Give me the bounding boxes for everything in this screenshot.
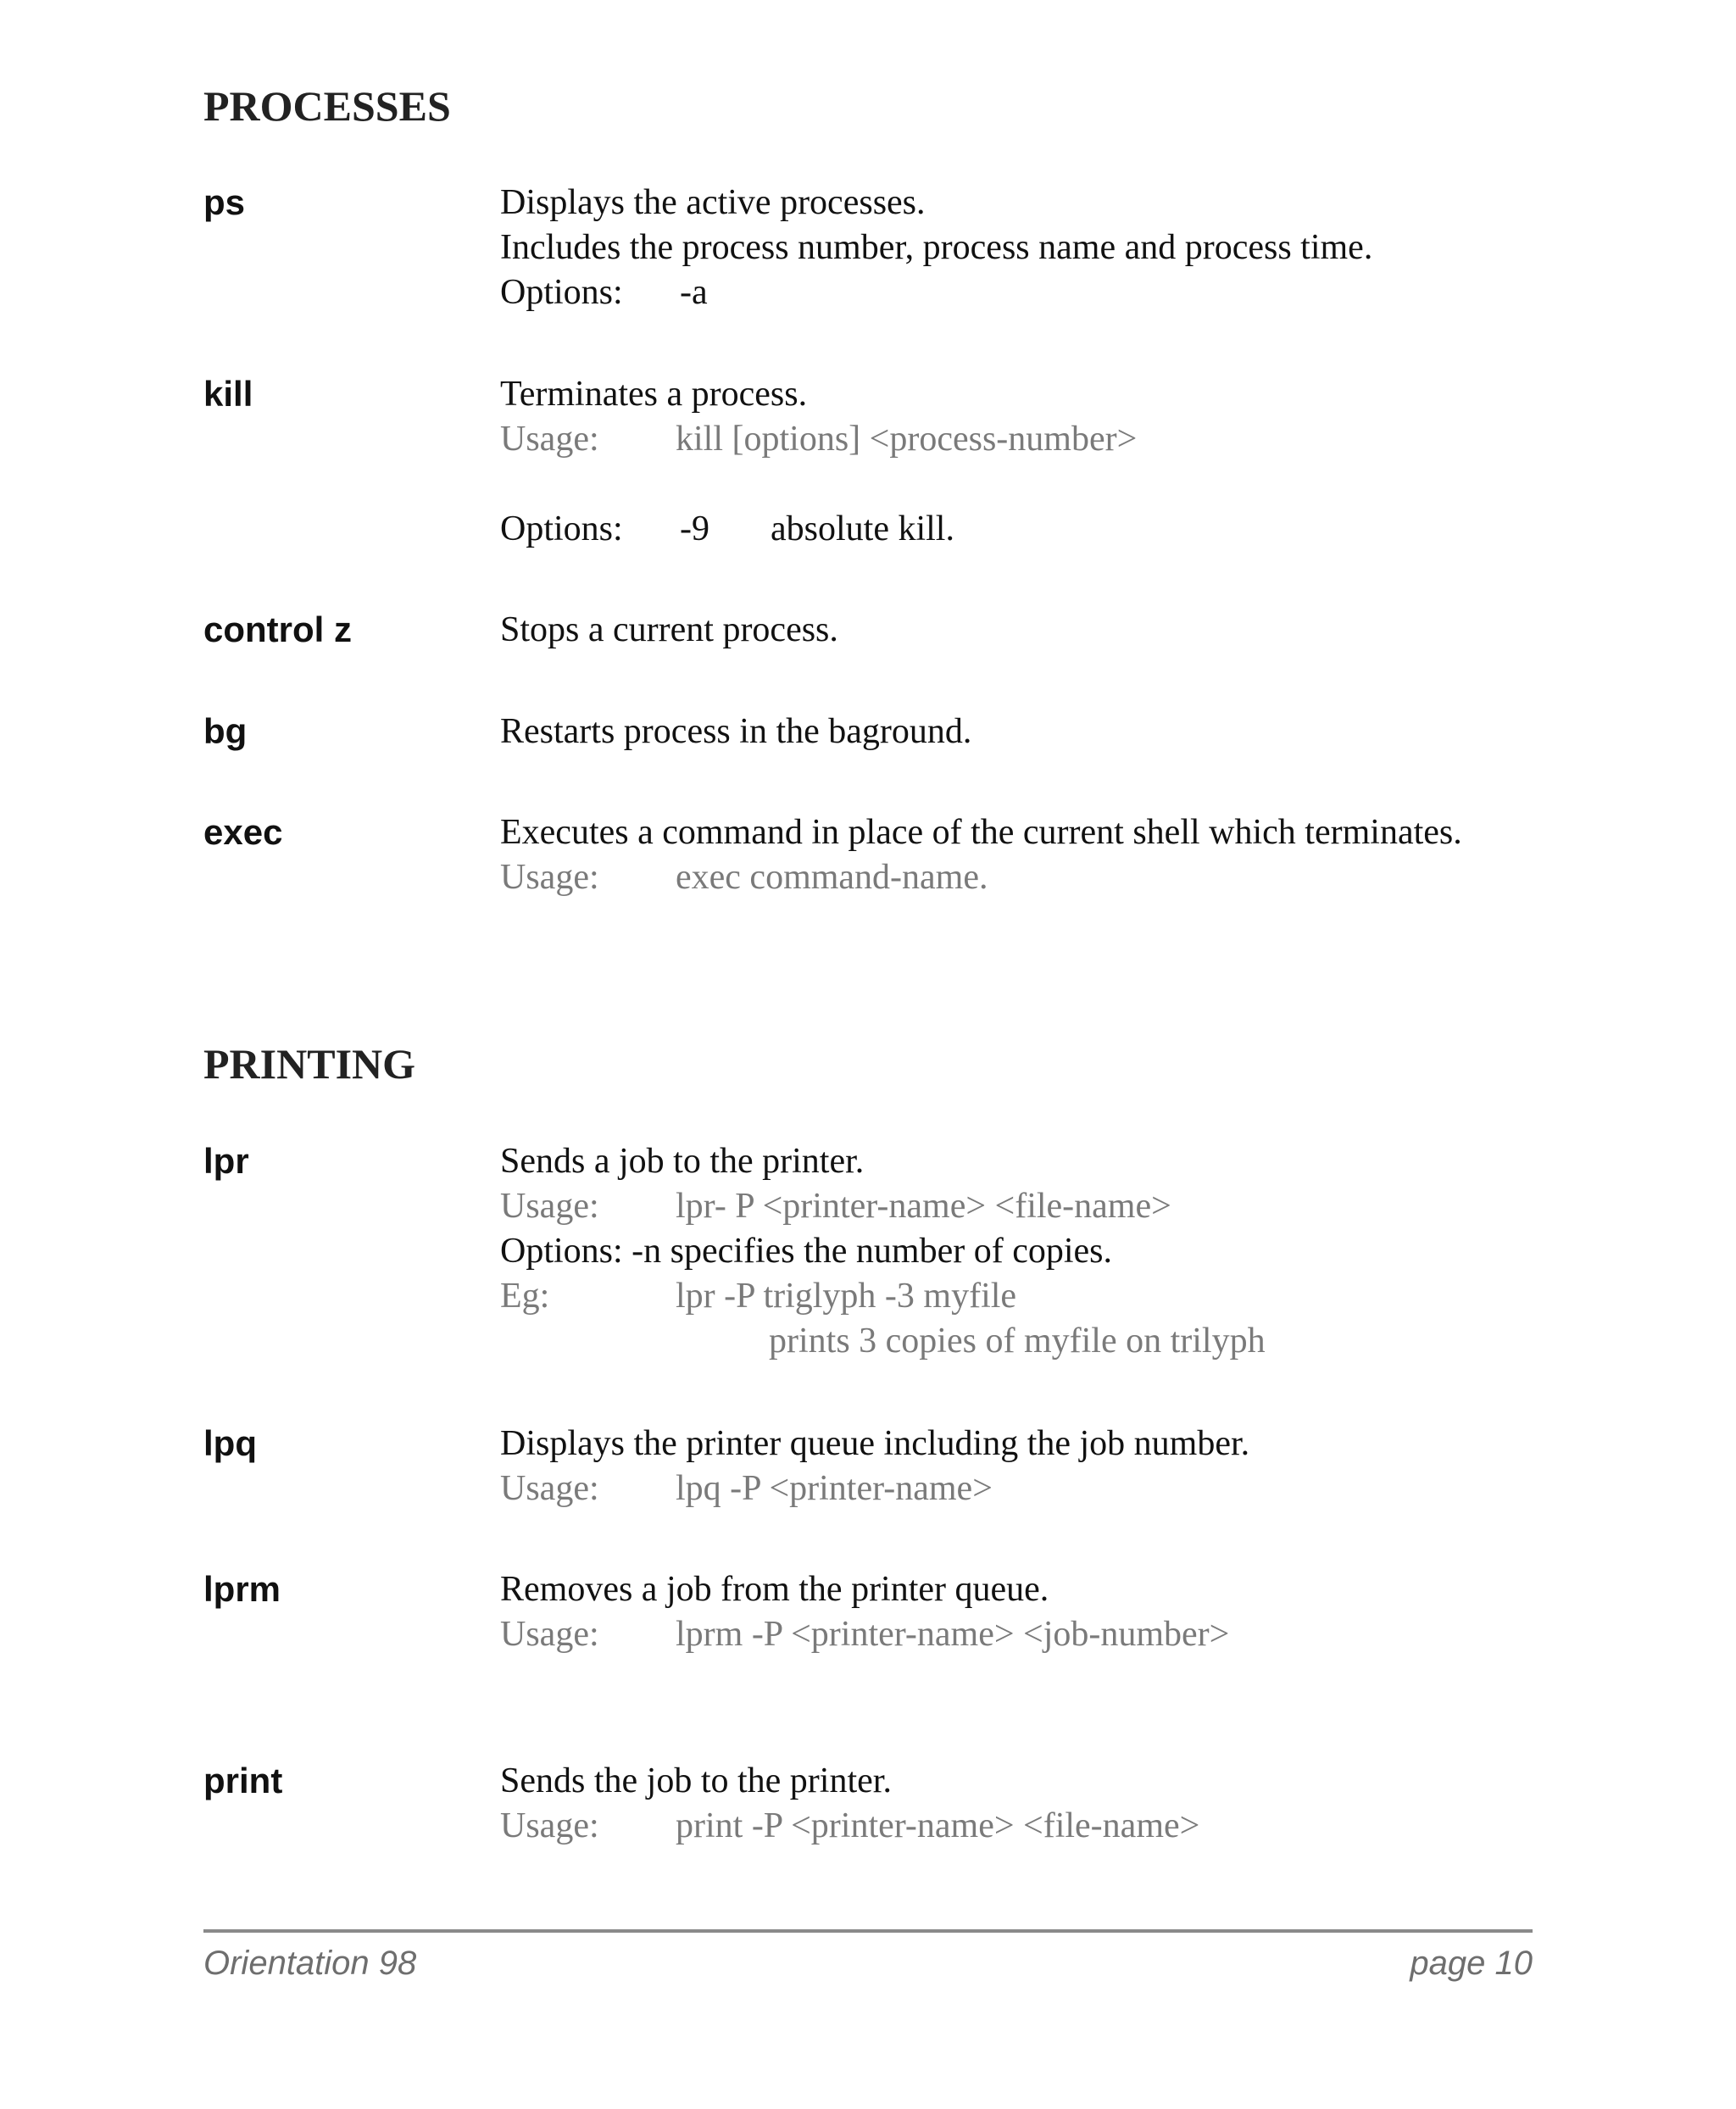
usage-value: lpr- P <printer-name> <file-name> bbox=[676, 1187, 1171, 1226]
kill-description: Terminates a process. bbox=[500, 375, 808, 414]
command-name-bg: bg bbox=[203, 711, 248, 751]
command-name-control-z: control z bbox=[203, 609, 352, 649]
print-description: Sends the job to the printer. bbox=[500, 1761, 892, 1800]
usage-label: Usage: bbox=[500, 1469, 599, 1508]
exec-description: Executes a command in place of the current shell which terminates. bbox=[500, 813, 1462, 852]
options-label: Options: bbox=[500, 509, 623, 548]
bg-description: Restarts process in the baground. bbox=[500, 712, 972, 751]
lpr-example bbox=[500, 1278, 1016, 1314]
command-name-exec: exec bbox=[203, 812, 283, 852]
command-name-kill: kill bbox=[203, 374, 253, 414]
exec-usage bbox=[500, 860, 988, 895]
usage-value: print -P <printer-name> <file-name> bbox=[676, 1806, 1200, 1845]
usage-label: Usage: bbox=[500, 420, 599, 459]
usage-label: Usage: bbox=[500, 1615, 599, 1654]
usage-value: lprm -P <printer-name> <job-number> bbox=[676, 1615, 1230, 1654]
command-name-lprm: lprm bbox=[203, 1569, 281, 1609]
usage-value: lpq -P <printer-name> bbox=[676, 1469, 993, 1508]
ps-options bbox=[500, 275, 708, 310]
command-name-lpr: lpr bbox=[203, 1141, 249, 1181]
ps-description: Displays the active processes. bbox=[500, 183, 926, 222]
command-name-print: print bbox=[203, 1761, 283, 1800]
options-flag: -9 bbox=[680, 509, 709, 548]
lprm-description: Removes a job from the printer queue. bbox=[500, 1570, 1049, 1609]
usage-label: Usage: bbox=[500, 858, 599, 897]
options-label: Options: bbox=[500, 273, 623, 312]
footer-title: Orientation 98 bbox=[203, 1945, 417, 1982]
usage-value: exec command-name. bbox=[676, 858, 988, 897]
lpq-usage bbox=[500, 1471, 993, 1506]
kill-usage bbox=[500, 421, 1137, 457]
example-value: lpr -P triglyph -3 myfile bbox=[676, 1277, 1017, 1316]
lpr-description: Sends a job to the printer. bbox=[500, 1142, 865, 1181]
print-usage bbox=[500, 1808, 1199, 1844]
usage-label: Usage: bbox=[500, 1187, 599, 1226]
page-number: page 10 bbox=[1410, 1945, 1533, 1982]
lprm-usage bbox=[500, 1617, 1229, 1652]
lpr-options: Options: -n specifies the number of copies. bbox=[500, 1232, 1112, 1271]
section-heading-processes: PROCESSES bbox=[203, 82, 451, 130]
options-description: absolute kill. bbox=[771, 509, 954, 548]
control-z-description: Stops a current process. bbox=[500, 610, 838, 649]
lpr-example-note: prints 3 copies of myfile on trilyph bbox=[769, 1322, 1266, 1361]
usage-value: kill [options] <process-number> bbox=[676, 420, 1138, 459]
options-value: -a bbox=[680, 273, 708, 312]
command-name-lpq: lpq bbox=[203, 1423, 257, 1463]
footer-divider bbox=[203, 1929, 1533, 1933]
ps-description-detail: Includes the process number, process name and process time. bbox=[500, 228, 1373, 267]
lpr-usage bbox=[500, 1188, 1171, 1224]
kill-options bbox=[500, 511, 954, 547]
lpq-description: Displays the printer queue including the job number. bbox=[500, 1424, 1250, 1463]
command-name-ps: ps bbox=[203, 182, 246, 222]
usage-label: Usage: bbox=[500, 1806, 599, 1845]
example-label: Eg: bbox=[500, 1277, 550, 1316]
section-heading-printing: PRINTING bbox=[203, 1040, 416, 1088]
